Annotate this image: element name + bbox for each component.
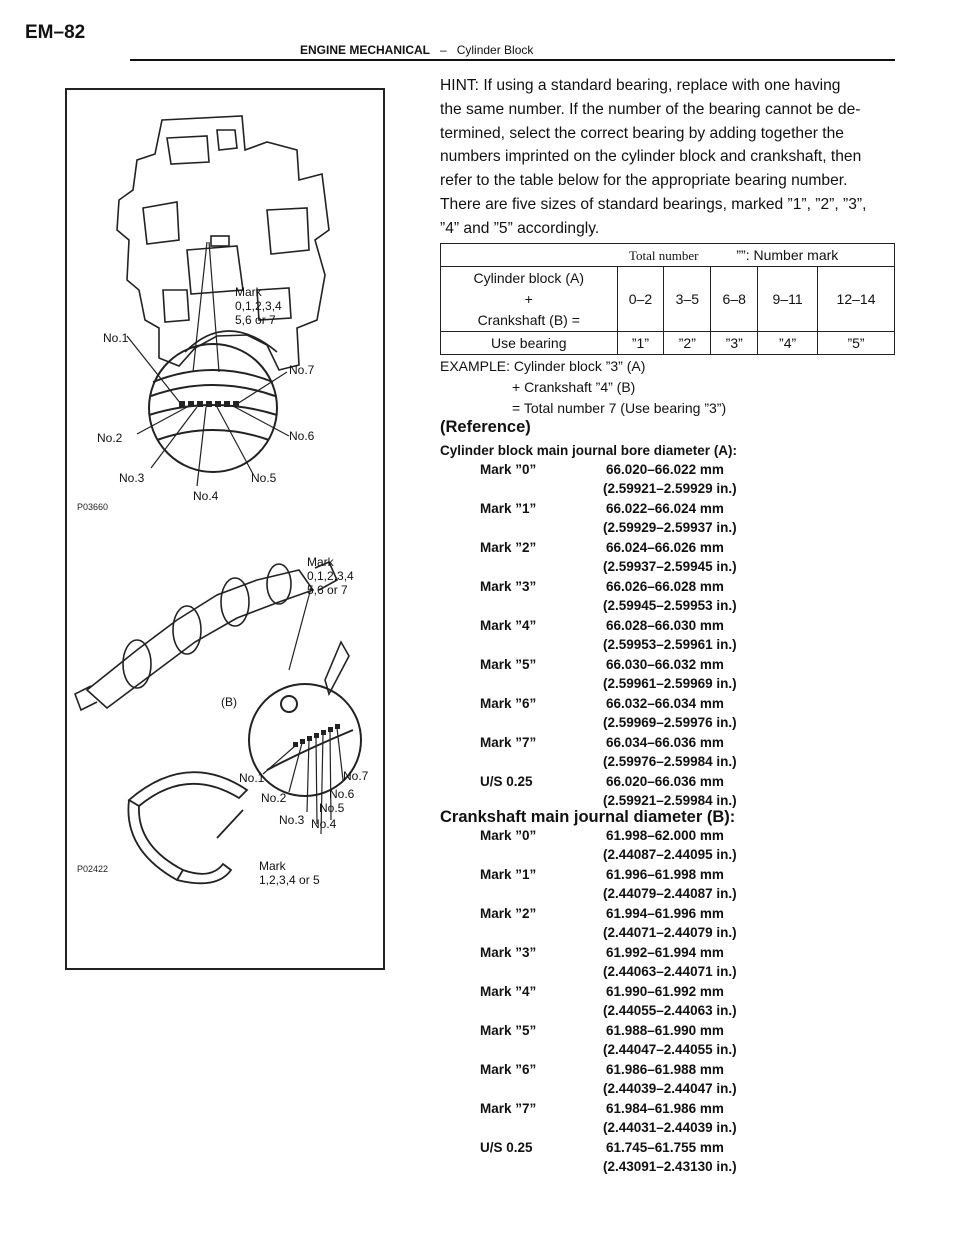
- bearing-cell: ”2”: [664, 332, 711, 355]
- bottom-mark-values-1: 0,1,2,3,4: [307, 569, 354, 583]
- block-bore-row: [440, 579, 895, 618]
- top-no4-label: No.4: [193, 489, 219, 503]
- crank-journal-row: [440, 1101, 895, 1140]
- block-bore-mark: Mark ”0”: [480, 462, 537, 477]
- bearing-mark-label: Mark: [259, 859, 286, 873]
- top-no1-label: No.1: [103, 331, 129, 345]
- crank-journal-mm-value: 61.986–61.988 mm: [606, 1062, 724, 1077]
- hint-line: refer to the table below for the appropriate bearing number.: [440, 172, 848, 190]
- reference-title: (Reference): [440, 418, 531, 436]
- crank-journal-mm-value: 61.745–61.755 mm: [606, 1140, 724, 1155]
- table-header-row: [441, 244, 895, 267]
- block-bore-mark: U/S 0.25: [480, 774, 533, 789]
- bottom-no3-label: No.3: [279, 813, 305, 827]
- top-no7-label: No.7: [289, 363, 315, 377]
- block-bore-inch-value: (2.59969–2.59976 in.): [603, 715, 737, 730]
- block-bore-inch-value: (2.59921–2.59929 in.): [603, 481, 737, 496]
- bottom-no4-label: No.4: [311, 817, 337, 831]
- crank-journal-row: [440, 1140, 895, 1179]
- block-bore-mm-value: 66.020–66.036 mm: [606, 774, 724, 789]
- table-header-cell: [617, 244, 895, 267]
- bore-detail-circle: [149, 344, 277, 472]
- bearing-cell: ”3”: [711, 332, 758, 355]
- crank-journal-row: [440, 984, 895, 1023]
- top-mark-values-1: 0,1,2,3,4: [235, 299, 282, 313]
- block-bore-inch-value: (2.59945–2.59953 in.): [603, 598, 737, 613]
- row-label-crank: Crankshaft (B) =: [477, 311, 580, 328]
- hint-paragraph: [440, 74, 895, 241]
- top-no6-label: No.6: [289, 429, 315, 443]
- crank-journal-mark: Mark ”5”: [480, 1023, 537, 1038]
- crank-journal-row: [440, 1062, 895, 1101]
- bottom-no1-label: No.1: [239, 771, 265, 785]
- block-bore-inch-value: (2.59961–2.59969 in.): [603, 676, 737, 691]
- crank-journal-mark: Mark ”2”: [480, 906, 537, 921]
- crank-journal-row: [440, 945, 895, 984]
- bottom-mark-values-2: 5,6 or 7: [307, 583, 348, 597]
- crank-journal-inch-value: (2.44031–2.44039 in.): [603, 1120, 737, 1135]
- top-mark-values-2: 5,6 or 7: [235, 313, 276, 327]
- block-bore-inch-value: (2.59976–2.59984 in.): [603, 754, 737, 769]
- table-row-ranges: [441, 267, 895, 332]
- bottom-no6-label: No.6: [329, 787, 355, 801]
- crank-journal-mm-value: 61.990–61.992 mm: [606, 984, 724, 999]
- block-bore-row: [440, 540, 895, 579]
- block-bore-row: [440, 618, 895, 657]
- crank-journal-row: [440, 828, 895, 867]
- top-no5-label: No.5: [251, 471, 277, 485]
- block-bore-list: [440, 462, 895, 813]
- crank-journal-inch-value: (2.43091–2.43130 in.): [603, 1159, 737, 1174]
- example-line-1: EXAMPLE: Cylinder block ”3” (A): [440, 358, 646, 374]
- example-line-2: + Crankshaft ”4” (B): [512, 379, 636, 395]
- header-separator: –: [440, 43, 447, 57]
- block-bore-mark: Mark ”6”: [480, 696, 537, 711]
- block-bore-inch-value: (2.59929–2.59937 in.): [603, 520, 737, 535]
- crank-journal-row: [440, 1023, 895, 1062]
- block-bore-row: [440, 696, 895, 735]
- hint-line: ”4” and ”5” accordingly.: [440, 219, 600, 237]
- block-bore-mm-value: 66.020–66.022 mm: [606, 462, 724, 477]
- table-row-bearings: [441, 332, 895, 355]
- crank-journal-mark: Mark ”3”: [480, 945, 537, 960]
- block-bore-inch-value: (2.59953–2.59961 in.): [603, 637, 737, 652]
- bearing-selection-table: [440, 243, 895, 355]
- crank-journal-title: Crankshaft main journal diameter (B):: [440, 808, 736, 826]
- crank-journal-inch-value: (2.44087–2.44095 in.): [603, 847, 737, 862]
- crank-journal-mm-value: 61.996–61.998 mm: [606, 867, 724, 882]
- figure-illustration: [67, 90, 387, 972]
- block-bore-row: [440, 657, 895, 696]
- crank-journal-mark: U/S 0.25: [480, 1140, 533, 1155]
- range-cell: 3–5: [664, 267, 711, 332]
- hint-line: HINT: If using a standard bearing, replace with one having: [440, 77, 841, 94]
- total-number-label: Total number: [629, 247, 699, 263]
- bearing-cell: ”1”: [617, 332, 664, 355]
- block-bore-mark: Mark ”7”: [480, 735, 537, 750]
- table-header-blank: [441, 244, 618, 267]
- bearing-cell: ”4”: [758, 332, 818, 355]
- range-cell: 12–14: [818, 267, 895, 332]
- crank-journal-row: [440, 867, 895, 906]
- crank-journal-inch-value: (2.44047–2.44055 in.): [603, 1042, 737, 1057]
- bearing-mark-values: 1,2,3,4 or 5: [259, 873, 320, 887]
- block-bore-mark: Mark ”3”: [480, 579, 537, 594]
- block-bore-row: [440, 735, 895, 774]
- bottom-b-label: (B): [221, 695, 237, 709]
- block-bore-mm-value: 66.030–66.032 mm: [606, 657, 724, 672]
- crank-journal-mark: Mark ”6”: [480, 1062, 537, 1077]
- block-bore-mm-value: 66.028–66.030 mm: [606, 618, 724, 633]
- crank-journal-mark: Mark ”7”: [480, 1101, 537, 1116]
- page-number: EM–82: [25, 22, 86, 43]
- block-bore-mark: Mark ”5”: [480, 657, 537, 672]
- top-no3-label: No.3: [119, 471, 145, 485]
- figure-panel: [65, 88, 385, 970]
- bottom-figure-code: P02422: [77, 864, 109, 874]
- crank-journal-mm-value: 61.984–61.986 mm: [606, 1101, 724, 1116]
- cylinder-block-drawing: [117, 116, 329, 370]
- bearing-cell: ”5”: [818, 332, 895, 355]
- running-header: [300, 43, 533, 57]
- crank-journal-mm-value: 61.998–62.000 mm: [606, 828, 724, 843]
- hint-line: There are five sizes of standard bearings, marked ”1”, ”2”, ”3”,: [440, 195, 867, 213]
- row-label-sum: [441, 267, 618, 332]
- block-bore-mm-value: 66.024–66.026 mm: [606, 540, 724, 555]
- hint-line: termined, select the correct bearing by adding together the: [440, 124, 844, 142]
- header-section: ENGINE MECHANICAL: [300, 43, 431, 57]
- crank-journal-list: [440, 828, 895, 1179]
- crank-journal-inch-value: (2.44063–2.44071 in.): [603, 964, 737, 979]
- crank-journal-mm-value: 61.988–61.990 mm: [606, 1023, 724, 1038]
- top-no2-label: No.2: [97, 431, 123, 445]
- bearing-shell-drawing: [128, 772, 247, 883]
- crank-journal-inch-value: (2.44055–2.44063 in.): [603, 1003, 737, 1018]
- header-rule: [130, 59, 895, 61]
- range-cell: 9–11: [758, 267, 818, 332]
- hint-line: the same number. If the number of the bearing cannot be de-: [440, 100, 861, 118]
- number-mark-note: ””: Number mark: [736, 246, 839, 263]
- bottom-no5-label: No.5: [319, 801, 345, 815]
- crank-journal-inch-value: (2.44079–2.44087 in.): [603, 886, 737, 901]
- top-leader-lines: [127, 242, 289, 486]
- row-label-plus: +: [524, 290, 533, 307]
- crank-journal-mm-value: 61.992–61.994 mm: [606, 945, 724, 960]
- row-label-block: Cylinder block (A): [473, 269, 584, 286]
- block-bore-mark: Mark ”1”: [480, 501, 537, 516]
- bottom-no7-label: No.7: [343, 769, 369, 783]
- header-subsection: Cylinder Block: [456, 43, 534, 57]
- block-bore-title: Cylinder block main journal bore diameter (A):: [440, 443, 738, 458]
- example-line-3: = Total number 7 (Use bearing ”3”): [512, 400, 727, 416]
- bottom-mark-label: Mark: [307, 555, 334, 569]
- range-cell: 6–8: [711, 267, 758, 332]
- crank-journal-inch-value: (2.44071–2.44079 in.): [603, 925, 737, 940]
- crank-journal-inch-value: (2.44039–2.44047 in.): [603, 1081, 737, 1096]
- bottom-no2-label: No.2: [261, 791, 287, 805]
- top-figure-code: P03660: [77, 502, 109, 512]
- use-bearing-label: Use bearing: [441, 332, 618, 355]
- range-cell: 0–2: [617, 267, 664, 332]
- block-bore-inch-value: (2.59921–2.59984 in.): [603, 793, 737, 808]
- hint-line: numbers imprinted on the cylinder block and crankshaft, then: [440, 148, 862, 166]
- crank-journal-mark: Mark ”4”: [480, 984, 537, 999]
- block-bore-mm-value: 66.022–66.024 mm: [606, 501, 724, 516]
- block-bore-inch-value: (2.59937–2.59945 in.): [603, 559, 737, 574]
- crank-journal-mm-value: 61.994–61.996 mm: [606, 906, 724, 921]
- block-bore-mm-value: 66.034–66.036 mm: [606, 735, 724, 750]
- crank-journal-row: [440, 906, 895, 945]
- block-bore-mark: Mark ”4”: [480, 618, 537, 633]
- block-bore-mm-value: 66.032–66.034 mm: [606, 696, 724, 711]
- example-block: [440, 356, 895, 419]
- crank-journal-mark: Mark ”0”: [480, 828, 537, 843]
- block-bore-mark: Mark ”2”: [480, 540, 537, 555]
- top-mark-label: Mark: [235, 285, 262, 299]
- block-bore-mm-value: 66.026–66.028 mm: [606, 579, 724, 594]
- crank-journal-mark: Mark ”1”: [480, 867, 537, 882]
- block-bore-row: [440, 462, 895, 501]
- block-bore-row: [440, 501, 895, 540]
